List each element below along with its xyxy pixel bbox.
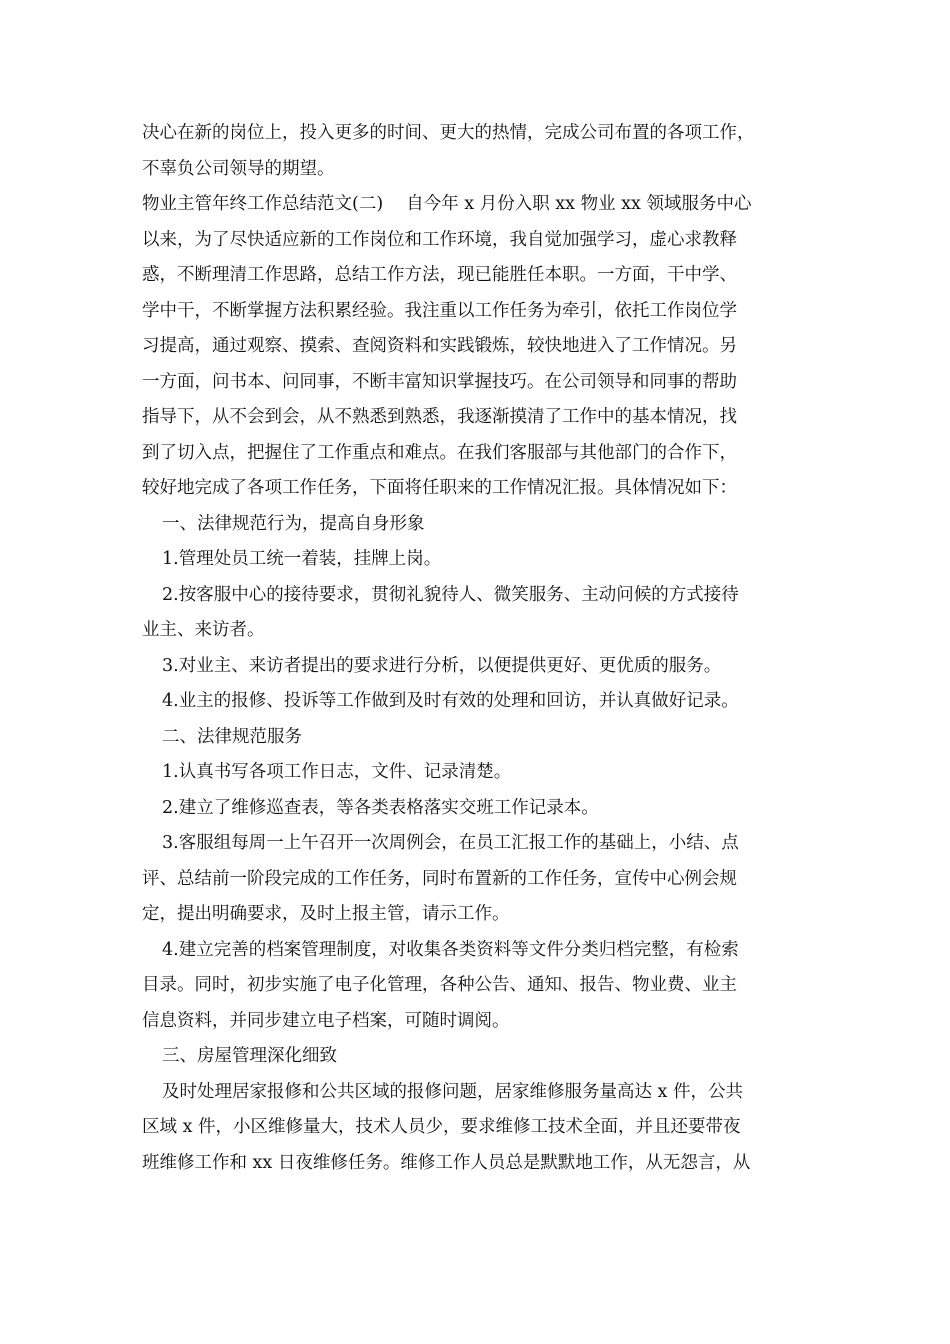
text-line: 区域 x 件，小区维修量大，技术人员少，要求维修工技术全面，并且还要带夜 <box>142 1117 741 1137</box>
text-line: 习提高，通过观察、摸索、查阅资料和实践锻炼，较快地进入了工作情况。另 <box>142 336 737 356</box>
text-line: 1.认真书写各项工作日志，文件、记录清楚。 <box>162 762 512 782</box>
text-line: 较好地完成了各项工作任务，下面将任职来的工作情况汇报。具体情况如下： <box>142 478 737 498</box>
text-line: 学中干，不断掌握方法积累经验。我注重以工作任务为牵引，依托工作岗位学 <box>142 300 737 321</box>
text-line: 决心在新的岗位上，投入更多的时间、更大的热情，完成公司布置的各项工作， <box>142 123 755 143</box>
text-line: 班维修工作和 xx 日夜维修任务。维修工作人员总是默默地工作，从无怨言，从 <box>142 1152 751 1173</box>
text-line: 一方面，问书本、问同事，不断丰富知识掌握技巧。在公司领导和同事的帮助 <box>142 371 737 392</box>
text-line: 指导下，从不会到会，从不熟悉到熟悉，我逐渐摸清了工作中的基本情况，找 <box>142 407 737 427</box>
text-line: 业主、来访者。 <box>142 620 265 640</box>
text-line: 物业主管年终工作总结范文(二) 自今年 x 月份入职 xx 物业 xx 领域服务中心 <box>142 194 752 214</box>
text-line: 3.对业主、来访者提出的要求进行分析，以便提供更好、更优质的服务。 <box>162 655 722 676</box>
text-line: 到了切入点，把握住了工作重点和难点。在我们客服部与其他部门的合作下， <box>142 442 737 463</box>
text-line: 一、法律规范行为，提高自身形象 <box>162 513 425 534</box>
text-line: 三、房屋管理深化细致 <box>162 1046 337 1066</box>
text-line: 目录。同时，初步实施了电子化管理，各种公告、通知、报告、物业费、业主 <box>142 975 737 995</box>
text-line: 2.按客服中心的接待要求，贯彻礼貌待人、微笑服务、主动问候的方式接待 <box>162 584 739 605</box>
text-line: 评、总结前一阶段完成的工作任务，同时布置新的工作任务，宣传中心例会规 <box>142 868 737 889</box>
text-line: 不辜负公司领导的期望。 <box>142 158 335 179</box>
text-line: 惑，不断理清工作思路，总结工作方法，现已能胜任本职。一方面，干中学、 <box>142 265 737 285</box>
text-line: 1.管理处员工统一着装，挂牌上岗。 <box>162 549 442 569</box>
text-line: 二、法律规范服务 <box>162 726 302 747</box>
text-line: 定，提出明确要求，及时上报主管，请示工作。 <box>142 904 510 924</box>
text-line: 3.客服组每周一上午召开一次周例会，在员工汇报工作的基础上，小结、点 <box>162 833 739 853</box>
text-line: 4.建立完善的档案管理制度，对收集各类资料等文件分类归档完整，有检索 <box>162 939 739 960</box>
text-line: 4.业主的报修、投诉等工作做到及时有效的处理和回访，并认真做好记录。 <box>162 691 739 711</box>
text-line: 及时处理居家报修和公共区域的报修问题，居家维修服务量高达 x 件，公共 <box>162 1081 743 1102</box>
text-line: 信息资料，并同步建立电子档案，可随时调阅。 <box>142 1010 510 1031</box>
document-body <box>142 116 814 1181</box>
text-line: 2.建立了维修巡查表，等各类表格落实交班工作记录本。 <box>162 797 599 818</box>
text-line: 以来，为了尽快适应新的工作岗位和工作环境，我自觉加强学习，虚心求教释 <box>142 229 737 250</box>
